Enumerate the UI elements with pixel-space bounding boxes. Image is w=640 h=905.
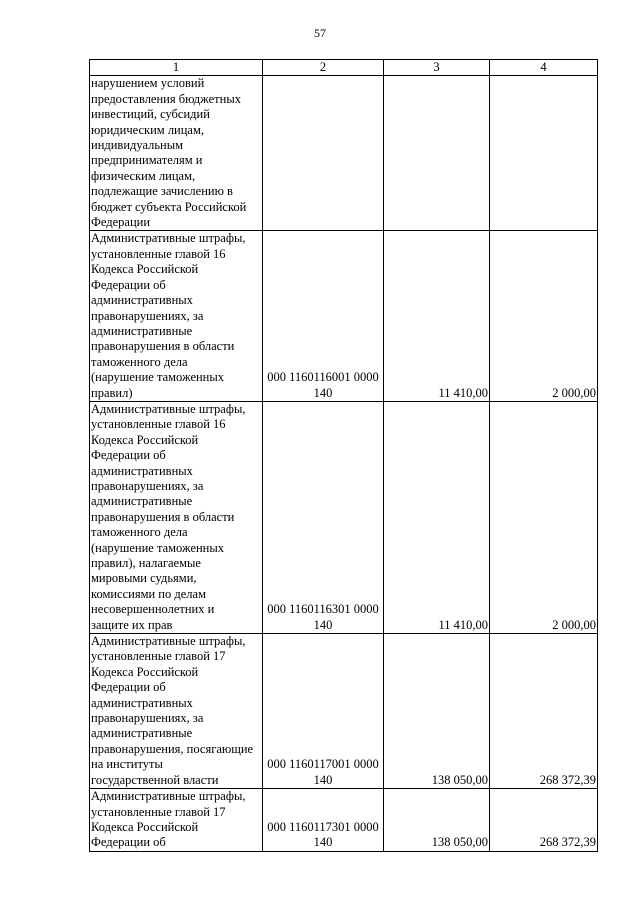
description-cell: нарушением условий предоставления бюджетных инвестиций, субсидий юридическим лицам, индивидуальным предпринимателям и физическим лицам, подлежащие зачислению в бюджет субъекта Российской Федерации [90, 76, 263, 231]
amount-cell-col3 [384, 76, 490, 231]
table-row [90, 76, 598, 231]
amount-cell-col3: 11 410,00 [384, 401, 490, 633]
code-cell [263, 76, 384, 231]
column-header: 2 [263, 60, 384, 76]
page-number: 57 [314, 26, 326, 40]
amount-cell-col4: 2 000,00 [490, 231, 598, 401]
amount-cell-col3: 138 050,00 [384, 634, 490, 789]
amount-cell-col4: 2 000,00 [490, 401, 598, 633]
code-cell: 000 1160117001 0000 140 [263, 634, 384, 789]
amount-cell-col3: 138 050,00 [384, 789, 490, 852]
code-cell: 000 1160117301 0000 140 [263, 789, 384, 852]
description-cell: Административные штрафы, установленные главой 17 Кодекса Российской Федерации об [90, 789, 263, 852]
code-cell: 000 1160116001 0000 140 [263, 231, 384, 401]
table-row [90, 634, 598, 789]
table-header-row [90, 60, 598, 76]
amount-cell-col3: 11 410,00 [384, 231, 490, 401]
table-row [90, 231, 598, 401]
table-row [90, 401, 598, 633]
budget-table [89, 59, 598, 852]
description-cell: Административные штрафы, установленные главой 17 Кодекса Российской Федерации об административных правонарушениях, за административные правонарушения, посягающие на институты государственной власти [90, 634, 263, 789]
code-cell: 000 1160116301 0000 140 [263, 401, 384, 633]
column-header: 3 [384, 60, 490, 76]
column-header: 1 [90, 60, 263, 76]
description-cell: Административные штрафы, установленные главой 16 Кодекса Российской Федерации об административных правонарушениях, за административные правонарушения в области таможенного дела (нарушение таможенных правил) [90, 231, 263, 401]
amount-cell-col4: 268 372,39 [490, 789, 598, 852]
column-header: 4 [490, 60, 598, 76]
description-cell: Административные штрафы, установленные главой 16 Кодекса Российской Федерации об административных правонарушениях, за административные правонарушения в области таможенного дела (нарушение таможенных правил), налагаемые мировыми судьями, комиссиями по делам несовершеннолетних и защите их прав [90, 401, 263, 633]
table-row [90, 789, 598, 852]
amount-cell-col4: 268 372,39 [490, 634, 598, 789]
amount-cell-col4 [490, 76, 598, 231]
